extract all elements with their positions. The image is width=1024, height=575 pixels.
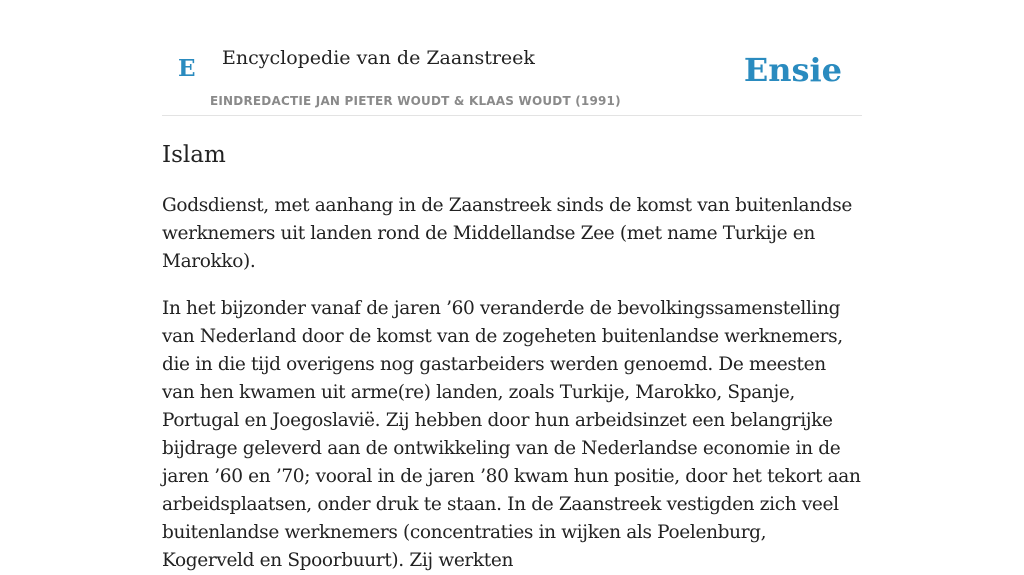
brand-logo-link[interactable]: Ensie — [743, 51, 842, 89]
article-title: Islam — [162, 142, 226, 168]
site-title-link[interactable]: Encyclopedie van de Zaanstreek — [222, 47, 535, 69]
page — [162, 0, 862, 575]
article-paragraph: In het bijzonder vanaf de jaren ’60 veranderde de bevolkingssamenstelling van Nederland door de komst van de zogeheten buitenlandse werknemers, die in die tijd overigens nog gastarbeiders werden genoemd. De meesten van hen kwamen uit arme(re) landen, zoals Turkije, Marokko, Spanje, Portugal en Joegoslavië. Zij hebben door hun arbeidsinzet een belangrijke bijdrage geleverd aan de ontwikkeling van de Nederlandse economie in de jaren ’60 en ’70; vooral in de jaren ’80 kwam hun positie, door het tekort aan arbeidsplaatsen, onder druk te staan. In de Zaanstreek vestigden zich veel buitenlandse werknemers (concentraties in wijken als Poelenburg, Kogerveld en Spoorbuurt). Zij werkten — [162, 298, 861, 571]
article-paragraph: Godsdienst, met aanhang in de Zaanstreek sinds de komst van buitenlandse werknemers uit landen rond de Middellandse Zee (met name Turkije en Marokko). — [162, 195, 853, 272]
site-header — [162, 0, 862, 116]
logo-icon[interactable]: E — [178, 55, 196, 82]
editors-credit: EINDREDACTIE JAN PIETER WOUDT & KLAAS WOUDT (1991) — [210, 94, 621, 108]
